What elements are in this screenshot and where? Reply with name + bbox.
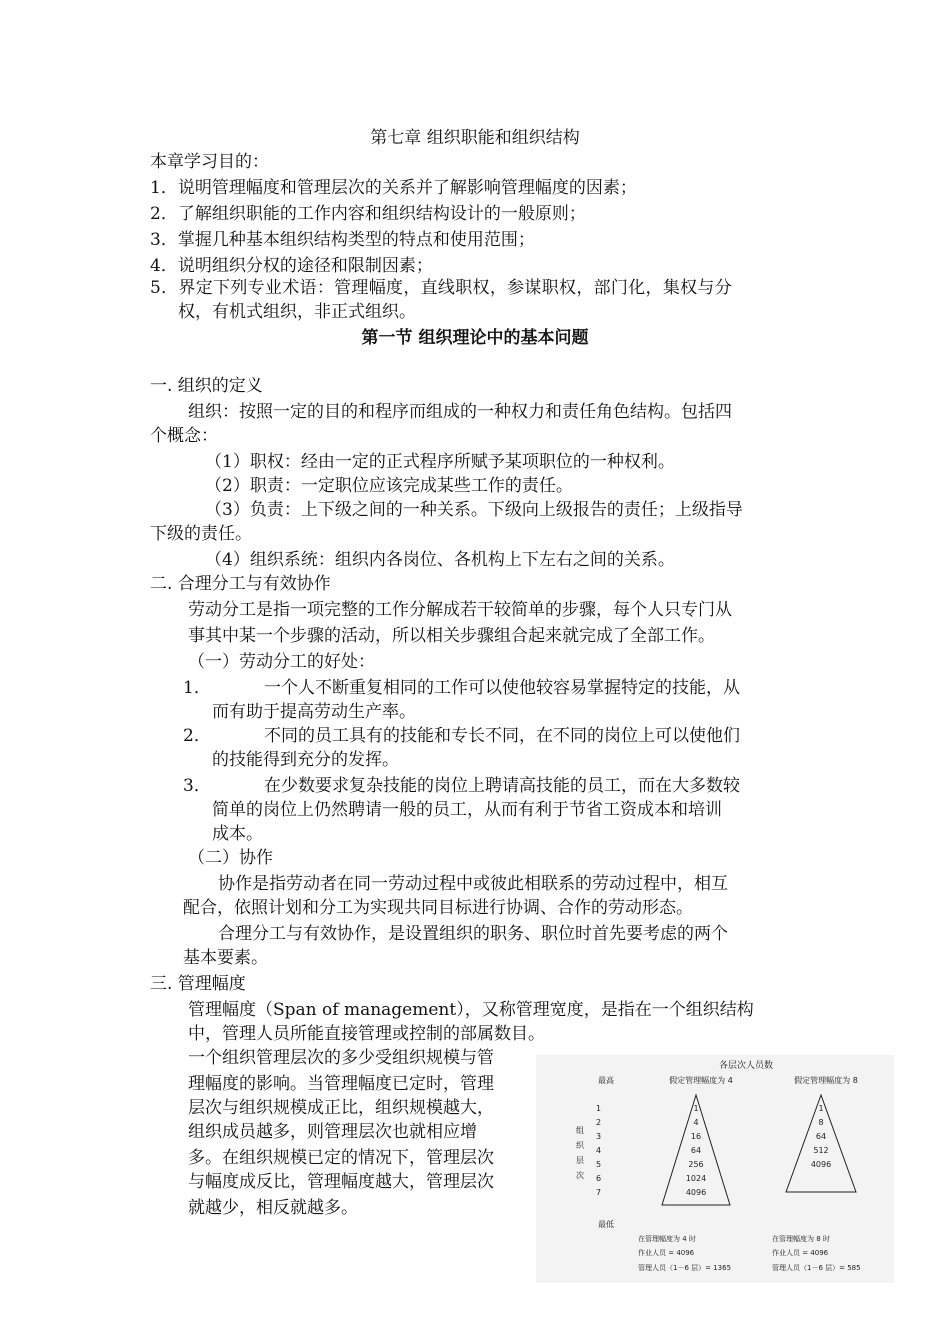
note8-line: 在管理幅度为 8 时 <box>772 1235 830 1243</box>
figure-span4-title: 假定管理幅度为 4 <box>669 1076 733 1085</box>
paragraph-line: 组织：按照一定的目的和程序而组成的一种权力和责任角色结构。包括四 <box>188 402 732 422</box>
list-item: 不同的员工具有的技能和专长不同，在不同的岗位上可以使他们 <box>264 726 740 746</box>
list-number: 2． <box>183 726 211 746</box>
list-item-continued: 成本。 <box>212 824 263 844</box>
level-number: 1 <box>596 1104 602 1113</box>
subheading-cooperation: （二）协作 <box>188 848 273 868</box>
figure-side-label-char: 组 <box>576 1126 584 1135</box>
definition-item: （4）组织系统：组织内各岗位、各机构上下左右之间的关系。 <box>205 550 675 570</box>
paragraph-line: 多。在组织规模已定的情况下，管理层次 <box>188 1148 494 1168</box>
figure-top-label: 最高 <box>598 1076 614 1085</box>
level-number: 5 <box>596 1160 602 1169</box>
level-number: 3 <box>596 1132 602 1141</box>
paragraph-line: 中，管理人员所能直接管理或控制的部属数目。 <box>188 1024 545 1044</box>
span4-value: 1 <box>693 1104 699 1113</box>
figure-span8-title: 假定管理幅度为 8 <box>794 1076 858 1085</box>
paragraph-line: 层次与组织规模成正比，组织规模越大， <box>188 1098 494 1118</box>
span4-value: 16 <box>690 1132 702 1141</box>
span8-value: 512 <box>813 1146 829 1155</box>
list-item-continued: 简单的岗位上仍然聘请一般的员工，从而有利于节省工资成本和培训 <box>212 800 722 820</box>
paragraph-line: 个概念： <box>150 426 218 446</box>
list-number: 3． <box>183 776 211 796</box>
subheading-benefits: （一）劳动分工的好处： <box>188 652 375 672</box>
paragraph-line: 管理幅度（Span of management），又称管理宽度，是指在一个组织结构 <box>188 1000 754 1020</box>
figure-bottom-label: 最低 <box>598 1220 614 1229</box>
figure-side-label-char: 层 <box>576 1156 584 1165</box>
paragraph-line: 理幅度的影响。当管理幅度已定时，管理 <box>188 1074 494 1094</box>
list-item-continued: 而有助于提高劳动生产率。 <box>212 702 416 722</box>
level-number: 7 <box>596 1188 602 1197</box>
list-item: 在少数要求复杂技能的岗位上聘请高技能的员工，而在大多数较 <box>264 776 740 796</box>
objective-item: 3．掌握几种基本组织结构类型的特点和使用范围； <box>150 230 535 250</box>
span4-value: 1024 <box>685 1174 707 1183</box>
span4-value: 4 <box>693 1118 699 1127</box>
figure-canvas <box>536 1055 894 1283</box>
definition-item-continued: 下级的责任。 <box>150 524 252 544</box>
paragraph-line: 组织成员越多，则管理层次也就相应增 <box>188 1122 477 1142</box>
objective-item: 5．界定下列专业术语：管理幅度，直线职权，参谋职权，部门化，集权与分 <box>150 278 733 298</box>
paragraph-line: 基本要素。 <box>183 948 268 968</box>
heading-organization-definition: 一. 组织的定义 <box>150 376 263 396</box>
paragraph-line: 协作是指劳动者在同一劳动过程中或彼此相联系的劳动过程中，相互 <box>218 874 728 894</box>
heading-span-of-management: 三. 管理幅度 <box>150 974 246 994</box>
span8-value: 64 <box>815 1132 827 1141</box>
span8-value: 1 <box>818 1104 824 1113</box>
paragraph-line: 与幅度成反比，管理幅度越大，管理层次 <box>188 1172 494 1192</box>
heading-division-of-labor: 二. 合理分工与有效协作 <box>150 574 331 594</box>
chapter-title: 第七章 组织职能和组织结构 <box>370 128 580 148</box>
span-of-management-figure <box>536 1055 894 1283</box>
figure-level-numbers <box>596 1104 601 1197</box>
paragraph-line: 合理分工与有效协作，是设置组织的职务、职位时首先要考虑的两个 <box>218 924 728 944</box>
figure-side-label-char: 次 <box>576 1171 584 1180</box>
objectives-heading: 本章学习目的： <box>150 152 269 172</box>
section-title: 第一节 组织理论中的基本问题 <box>361 328 589 348</box>
list-item: 一个人不断重复相同的工作可以使他较容易掌握特定的技能，从 <box>264 678 740 698</box>
paragraph-line: 配合，依照计划和分工为实现共同目标进行协调、合作的劳动形态。 <box>183 898 693 918</box>
paragraph-line: 劳动分工是指一项完整的工作分解成若干较简单的步骤，每个人只专门从 <box>188 600 732 620</box>
note4-line: 作业人员 = 4096 <box>638 1249 695 1257</box>
span4-value: 64 <box>690 1146 702 1155</box>
note8-line: 作业人员 = 4096 <box>772 1249 829 1257</box>
paragraph-line: 就越少，相反就越多。 <box>188 1198 358 1218</box>
note8-line: 管理人员（1－6 层）= 585 <box>772 1264 861 1272</box>
note4-line: 在管理幅度为 4 时 <box>638 1235 696 1243</box>
list-item-continued: 的技能得到充分的发挥。 <box>212 750 399 770</box>
list-number: 1． <box>183 678 211 698</box>
definition-item: （1）职权：经由一定的正式程序所赋予某项职位的一种权利。 <box>205 452 675 472</box>
paragraph-line: 事其中某一个步骤的活动，所以相关步骤组合起来就完成了全部工作。 <box>188 626 715 646</box>
note4-line: 管理人员（1－6 层）= 1365 <box>638 1264 732 1272</box>
figure-header: 各层次人员数 <box>718 1061 774 1071</box>
objective-item: 4．说明组织分权的途径和限制因素； <box>150 256 433 276</box>
level-number: 6 <box>596 1174 602 1183</box>
span8-value: 8 <box>818 1118 824 1127</box>
span4-value: 4096 <box>685 1188 707 1197</box>
objective-item: 1．说明管理幅度和管理层次的关系并了解影响管理幅度的因素； <box>150 178 637 198</box>
paragraph-line: 一个组织管理层次的多少受组织规模与管 <box>188 1048 494 1068</box>
objective-item: 2．了解组织职能的工作内容和组织结构设计的一般原则； <box>150 204 586 224</box>
level-number: 2 <box>596 1118 602 1127</box>
span8-value: 4096 <box>810 1160 832 1169</box>
level-number: 4 <box>596 1146 602 1155</box>
definition-item: （3）负责：上下级之间的一种关系。下级向上级报告的责任；上级指导 <box>205 500 743 520</box>
objective-item-continued: 权，有机式组织，非正式组织。 <box>178 302 416 322</box>
definition-item: （2）职责：一定职位应该完成某些工作的责任。 <box>205 476 573 496</box>
figure-side-label-char: 织 <box>576 1141 584 1150</box>
span4-value: 256 <box>688 1160 704 1169</box>
